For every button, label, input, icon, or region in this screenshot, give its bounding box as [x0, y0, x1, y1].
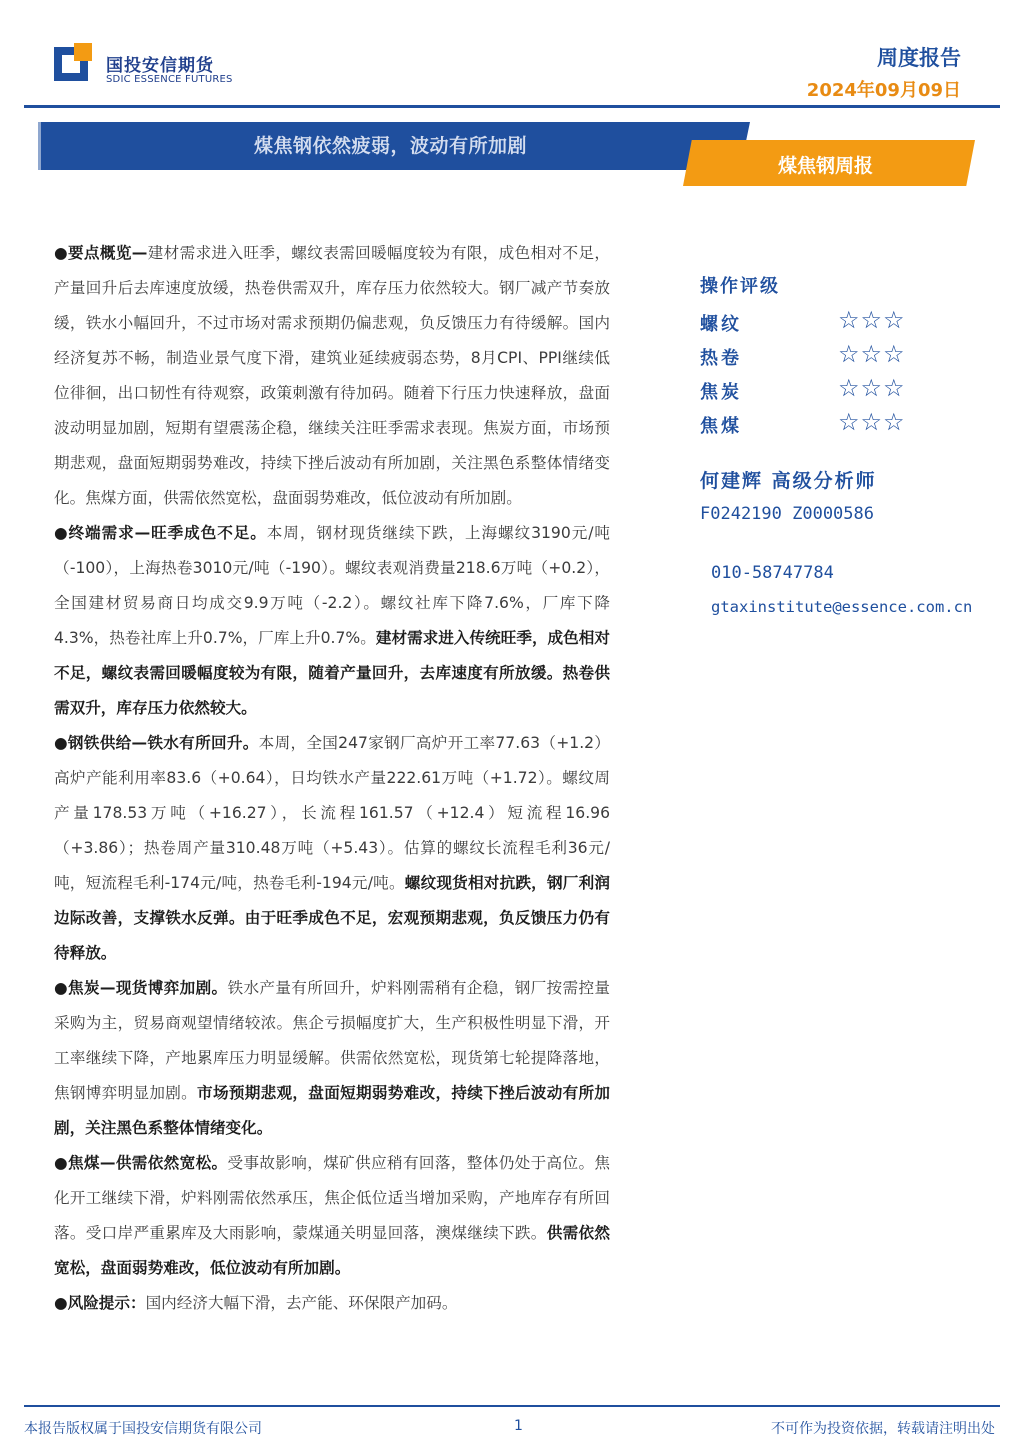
main-content	[54, 236, 610, 1321]
section-supply	[54, 726, 610, 971]
star-rating-icon: ☆☆☆	[838, 374, 906, 402]
section-text: 国内经济大幅下滑，去产能、环保限产加码。	[145, 1294, 458, 1312]
rating-name: 焦煤	[700, 416, 742, 437]
section-heading: ●焦炭—现货博弈加剧。	[54, 979, 228, 997]
section-text: 建材需求进入旺季，螺纹表需回暖幅度较为有限，成色相对不足，产量回升后去库速度放缓，热卷供需双升，库存压力依然较大。钢厂减产节奏放缓，铁水小幅回升，不过市场对需求预期仍偏悲观，负反馈压力有待缓解。国内经济复苏不畅，制造业景气度下滑，建筑业延续疲弱态势，8月CPI、PPI继续低位徘徊，出口韧性有待观察，政策刺激有待加码。随着下行压力快速释放，盘面波动明显加剧，短期有望震荡企稳，继续关注旺季需求表现。焦炭方面，市场预期悲观，盘面短期弱势难改，持续下挫后波动有所加剧，关注黑色系整体情绪变化。焦煤方面，供需依然宽松，盘面弱势难改，低位波动有所加剧。	[54, 244, 610, 507]
header-divider	[24, 105, 1000, 108]
section-heading: ●钢铁供给—铁水有所回升。	[54, 734, 259, 752]
section-coke	[54, 971, 610, 1146]
report-title: 煤焦钢依然疲弱，波动有所加剧	[254, 135, 528, 157]
page-number: 1	[514, 1418, 523, 1434]
section-text: 本周，全国247家钢厂高炉开工率77.63（+1.2）高炉产能利用率83.6（+0.64），日均铁水产量222.61万吨（+1.72）。螺纹周产量178.53万吨（+16.27），长流程161.57（+12.4）短流程16.96（+3.86）；热卷周产量310.48万吨（+5.43）。估算的螺纹长流程毛利36元/吨，短流程毛利-174元/吨，热卷毛利-194元/吨。	[54, 734, 610, 892]
company-logo	[54, 43, 244, 87]
logo-name-cn: 国投安信期货	[106, 56, 214, 76]
copyright-notice: 本报告版权属于国投安信期货有限公司	[24, 1421, 262, 1437]
section-coking-coal	[54, 1146, 610, 1286]
rating-name: 热卷	[700, 348, 742, 369]
section-heading: ●焦煤—供需依然宽松。	[54, 1154, 228, 1172]
section-heading: ●要点概览—	[54, 244, 148, 262]
rating-row-coking-coal	[700, 408, 1020, 442]
section-conclusion: 供需依然宽松，盘面弱势难改，低位波动有所加剧。	[54, 1224, 610, 1277]
rating-panel	[700, 272, 1020, 442]
section-text: 铁水产量有所回升，炉料刚需稍有企稳，钢厂按需控量采购为主，贸易商观望情绪较浓。焦企亏损幅度扩大，生产积极性明显下滑，开工率继续下降，产地累库压力明显缓解。供需依然宽松，现货第七轮提降落地，焦钢博弈明显加剧。	[54, 979, 610, 1102]
section-text: 本周，钢材现货继续下跌，上海螺纹3190元/吨（-100），上海热卷3010元/吨（-190）。螺纹表观消费量218.6万吨（+0.2），全国建材贸易商日均成交9.9万吨（-2.2）。螺纹社库下降7.6%，厂库下降4.3%，热卷社库上升0.7%，厂库上升0.7%。	[54, 524, 610, 647]
section-summary	[54, 236, 610, 516]
section-conclusion: 螺纹现货相对抗跌，钢厂利润边际改善，支撑铁水反弹。由于旺季成色不足，宏观预期悲观，负反馈压力仍有待释放。	[54, 874, 610, 962]
rating-row-hot-coil	[700, 340, 1020, 374]
section-text: 受事故影响，煤矿供应稍有回落，整体仍处于高位。焦化开工继续下滑，炉料刚需依然承压，焦企低位适当增加采购，产地库存有所回落。受口岸严重累库及大雨影响，蒙煤通关明显回落，澳煤继续下跌。	[54, 1154, 610, 1242]
disclaimer: 不可作为投资依据，转载请注明出处	[771, 1421, 995, 1437]
rating-name: 焦炭	[700, 382, 742, 403]
analyst-name: 何建辉 高级分析师	[700, 470, 877, 492]
contact-email[interactable]: gtaxinstitute@essence.com.cn	[711, 598, 973, 616]
star-rating-icon: ☆☆☆	[838, 340, 906, 368]
section-conclusion: 市场预期悲观，盘面短期弱势难改，持续下挫后波动有所加剧，关注黑色系整体情绪变化。	[54, 1084, 610, 1137]
logo-mark-icon	[54, 43, 98, 85]
category-tag-label: 煤焦钢周报	[778, 155, 874, 177]
section-conclusion: 建材需求进入传统旺季，成色相对不足，螺纹表需回暖幅度较为有限，随着产量回升，去库速度有所放缓。热卷供需双升，库存压力依然较大。	[54, 629, 610, 717]
contact-phone: 010-58747784	[711, 563, 834, 583]
section-heading: ●终端需求—旺季成色不足。	[54, 524, 267, 542]
banner-edge	[38, 122, 41, 170]
footer-divider	[24, 1405, 1000, 1407]
logo-name-en: SDIC ESSENCE FUTURES	[106, 74, 233, 85]
rating-name: 螺纹	[700, 314, 742, 335]
analyst-license: F0242190 Z0000586	[700, 504, 874, 524]
report-type: 周度报告	[877, 46, 961, 70]
section-heading: ●风险提示：	[54, 1294, 146, 1312]
rating-title: 操作评级	[700, 276, 780, 297]
section-demand	[54, 516, 610, 726]
rating-row-coke	[700, 374, 1020, 408]
star-rating-icon: ☆☆☆	[838, 408, 906, 436]
rating-row-rebar	[700, 306, 1020, 340]
report-date: 2024年09月09日	[806, 80, 961, 101]
star-rating-icon: ☆☆☆	[838, 306, 906, 334]
section-risk	[54, 1286, 610, 1321]
